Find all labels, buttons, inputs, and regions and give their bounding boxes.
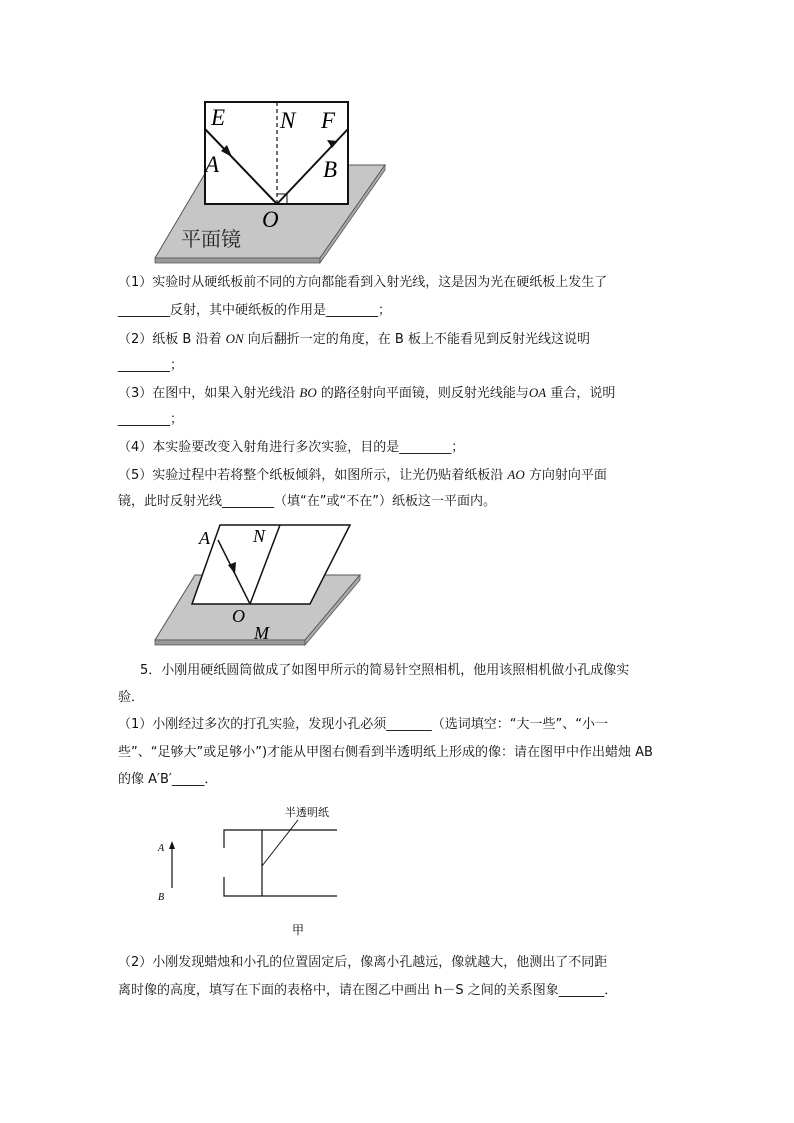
- q5-p1-line3: 的像 A′B′_____．: [118, 772, 218, 787]
- fig2-label-A: A: [199, 528, 210, 548]
- q5-p1-line1: （1）小刚经过多次的打孔实验，发现小孔必须_______（选词填空：“大一些”、“小一: [118, 717, 608, 732]
- fig2-label-N: N: [253, 526, 266, 546]
- q5-p2-line2: 离时像的高度，填写在下面的表格中，请在图乙中画出 h－S 之间的关系图象_______．: [118, 983, 618, 998]
- label-E: E: [211, 105, 226, 130]
- label-N: N: [280, 108, 296, 133]
- q4-p1-line2: ________反射，其中硬纸板的作用是________；: [118, 303, 392, 318]
- label-F: F: [321, 108, 336, 133]
- fig3-label-A: A: [158, 843, 165, 854]
- figure-caption-jia: 甲: [292, 923, 305, 937]
- reflection-apparatus-figure: [145, 95, 395, 265]
- mirror-label: 平面镜: [181, 227, 241, 251]
- screen-leader-line: [262, 820, 298, 866]
- q5-p2-line1: （2）小刚发现蜡烛和小孔的位置固定后，像离小孔越远，像就越大，他测出了不同距: [118, 955, 608, 970]
- q4-p3-line1: （3）在图中，如果入射光线沿 BO 的路径射向平面镜，则反射光线能与OA 重合，说明: [118, 385, 616, 401]
- q4-p5-line2: 镜，此时反射光线________（填“在”或“不在”）纸板这一平面内。: [118, 494, 496, 509]
- q4-p2-line2: ________；: [118, 358, 184, 373]
- q4-p1-line1: （1）实验时从硬纸板前不同的方向都能看到入射光线，这是因为光在硬纸板上发生了: [118, 275, 608, 290]
- label-O: O: [262, 207, 279, 232]
- label-A: A: [205, 152, 220, 177]
- q5-intro-line1: 5．小刚用硬纸圆筒做成了如图甲所示的简易针空照相机，他用该照相机做小孔成像实: [140, 663, 630, 678]
- q4-p2-line1: （2）纸板 B 沿着 ON 向后翻折一定的角度，在 B 板上不能看见到反射光线这说明: [118, 331, 590, 347]
- q4-p3-line2: ________；: [118, 412, 184, 427]
- fig2-label-O: O: [232, 606, 245, 626]
- plane-mirror-2-front-edge: [155, 640, 305, 645]
- q4-p5-line1: （5）实验过程中若将整个纸板倾斜，如图所示，让光仍贴着纸板沿 AO 方向射向平面: [118, 467, 607, 483]
- q5-p1-line2: 些”、“足够大”或足够小”)才能从甲图右侧看到半透明纸上形成的像：请在图甲中作出蜡烛 AB: [118, 745, 653, 760]
- q5-intro-line2: 验．: [118, 690, 145, 705]
- plane-mirror-front-edge: [155, 258, 320, 263]
- screen-label: 半透明纸: [285, 806, 329, 819]
- fig2-label-M: M: [254, 623, 269, 643]
- label-B: B: [323, 157, 338, 182]
- tilted-board-figure: [150, 522, 365, 652]
- tube-wall-bottom: [224, 877, 337, 896]
- candle-arrow-head: [169, 841, 175, 849]
- fig3-label-B: B: [158, 892, 165, 903]
- pinhole-camera-figure: [150, 800, 370, 940]
- q4-p4-line: （4）本实验要改变入射角进行多次实验，目的是________；: [118, 440, 465, 455]
- tube-wall-top: [224, 830, 337, 848]
